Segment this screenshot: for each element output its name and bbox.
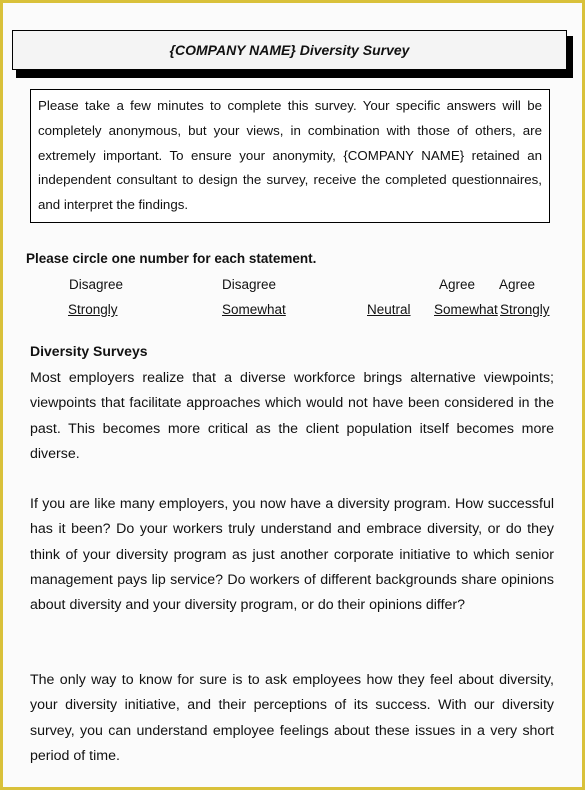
scale-option-somewhat-agree: Somewhat	[434, 302, 498, 317]
section-heading: Diversity Surveys	[30, 343, 148, 359]
scale-option-strongly-disagree: Strongly	[68, 302, 118, 317]
intro-text: Please take a few minutes to complete this survey. Your specific answers will be completely anonymous, but your views, in combination with those of others, are extremely important. To ensure your anonymity, {COMPANY NAME} retained an independent consultant to design the survey, receive the completed questionnaires, and interpret the findings.	[38, 98, 542, 213]
paragraph: Most employers realize that a diverse workforce brings alternative viewpoints; viewpoints that facilitate approaches which would not have been considered in the past. This becomes more critical as the client population itself becomes more diverse.	[30, 370, 554, 462]
scale-option-somewhat-disagree: Somewhat	[222, 302, 286, 317]
document-title: {COMPANY NAME} Diversity Survey	[169, 42, 410, 58]
title-box	[12, 30, 567, 70]
paragraph: If you are like many employers, you now have a diversity program. How successful has it been? Do your workers truly understand and embrace diversity, or do they think of your diversity program as just another corporate initiative to which senior management pays lip service? Do workers of different backgrounds share opinions about diversity and your diversity program, or do their opinions differ?	[30, 496, 554, 614]
scale-label-agree-strongly: Agree	[499, 277, 536, 292]
intro-box	[30, 89, 550, 223]
instruction-text: Please circle one number for each statement.	[26, 251, 317, 266]
scale-label-disagree-strongly: Disagree	[69, 277, 124, 292]
scale-option-strongly-agree: Strongly	[500, 302, 550, 317]
paragraph: The only way to know for sure is to ask employees how they feel about diversity, your diversity initiative, and their perceptions of its success. With our diversity survey, you can understand employee feelings about these issues in a very short period of time.	[30, 672, 554, 764]
scale-label-disagree-somewhat: Disagree	[222, 277, 277, 292]
scale-option-neutral: Neutral	[367, 302, 411, 317]
scale-label-agree-somewhat: Agree	[439, 277, 476, 292]
